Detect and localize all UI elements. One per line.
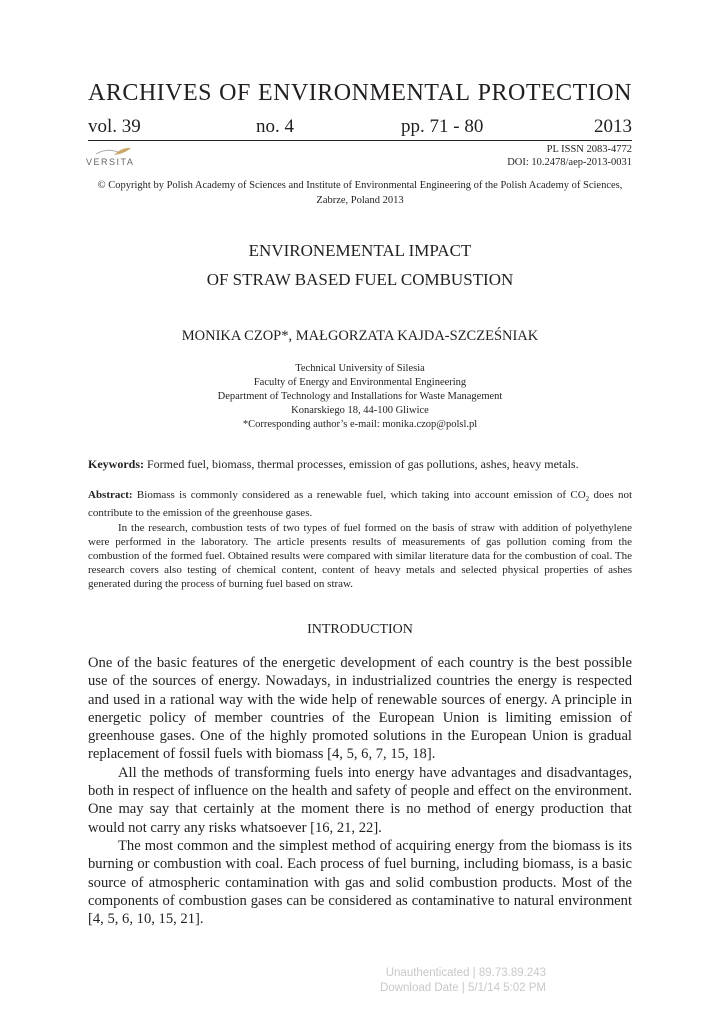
page-range: pp. 71 - 80	[401, 116, 484, 137]
body-paragraph: The most common and the simplest method of acquiring energy from the biomass is its burning or combustion with coal. Each process of fuel burning, including biomass, is a basic source of atmospheric contamination with gas and solid combustion products. Most of the components of combustion gases can be considered as contaminative to natural environment [4, 5, 6, 10, 15, 21].	[88, 837, 632, 928]
authors: MONIKA CZOP*, MAŁGORZATA KAJDA-SZCZEŚNIAK	[181, 328, 539, 344]
subscript: 2	[585, 495, 590, 504]
abstract-text: does not contribute to the emission of the greenhouse gases.	[88, 489, 632, 520]
abstract-label: Abstract:	[88, 489, 133, 501]
abstract-paragraph	[88, 488, 632, 521]
abstract-text: Biomass is commonly considered as a renewable fuel, which taking into account emission of CO	[132, 489, 586, 501]
journal-title-word: ARCHIVES	[88, 80, 213, 106]
body-paragraph: All the methods of transforming fuels into energy have advantages and disadvantages, both in respect of influence on the health and safety of people and effect on the environment. One may say that certainly at the moment there is no method of energy production that would not carry any risks whatsoever [16, 21, 22].	[88, 764, 632, 836]
section-heading: INTRODUCTION	[307, 622, 413, 637]
affiliation-line: Faculty of Energy and Environmental Engineering	[253, 377, 467, 388]
abstract-paragraph: In the research, combustion tests of two types of fuel formed on the basis of straw with addition of polyethylene were performed in the laboratory. The article presents results of measurements of gas pollution coming from the combustion of the formed fuel. Obtained results were compared with similar literature data for the combustion of coal. The research covers also testing of chemical content, content of heavy metals and selected physical properties of ashes generated during the process of burning fuel based on straw.	[88, 521, 632, 591]
journal-title	[88, 80, 632, 107]
keywords-label: Keywords:	[88, 457, 144, 471]
volume: vol. 39	[88, 116, 141, 137]
abstract	[88, 488, 632, 592]
body-paragraph: One of the basic features of the energetic development of each country is the best possible use of the sources of energy. Nowadays, in industrialized countries the energy is respected and used in a rational way with the wide help of renewable sources of energy. A principle in energetic policy of member countries of the European Union is limiting emission of greenhouse gases. One of the highly promoted solutions in the European Union is gradual replacement of fossil fuels with biomass [4, 5, 6, 7, 15, 18].	[88, 655, 632, 763]
watermark-line: Unauthenticated | 89.73.89.243	[385, 967, 546, 979]
watermark-line: Download Date | 5/1/14 5:02 PM	[379, 982, 546, 994]
doi: DOI: 10.2478/aep-2013-0031	[507, 157, 632, 168]
title-line: OF STRAW BASED FUEL COMBUSTION	[206, 270, 514, 289]
identifiers	[507, 143, 632, 169]
keywords	[88, 457, 632, 472]
download-watermark	[300, 966, 546, 996]
affiliation-line: Technical University of Silesia	[295, 363, 425, 374]
title-line: ENVIRONEMENTAL IMPACT	[248, 241, 472, 260]
year: 2013	[594, 116, 632, 137]
keywords-text: Formed fuel, biomass, thermal processes, emission of gas pollutions, ashes, heavy metals.	[144, 457, 579, 471]
affiliation-line: Department of Technology and Installations for Waste Management	[217, 391, 503, 402]
header-rule	[88, 140, 632, 141]
publisher-name: VERSITA	[86, 157, 135, 167]
issue-number: no. 4	[256, 116, 294, 137]
affiliation	[88, 362, 632, 432]
article-title	[88, 236, 632, 294]
journal-title-word: OF	[219, 80, 251, 106]
journal-title-word: PROTECTION	[477, 80, 632, 106]
copyright-notice: © Copyright by Polish Academy of Sciences and Institute of Environmental Engineering of the Polish Academy of Sciences, Zabrze, Poland 2013	[97, 180, 623, 206]
publisher-logo	[86, 146, 146, 172]
affiliation-line: Konarskiego 18, 44-100 Gliwice	[291, 405, 429, 416]
corresponding-author: *Corresponding author’s e-mail: monika.czop@polsl.pl	[242, 419, 478, 430]
issn: PL ISSN 2083-4772	[546, 144, 632, 155]
journal-title-word: ENVIRONMENTAL	[257, 80, 471, 106]
introduction-body	[88, 654, 632, 928]
